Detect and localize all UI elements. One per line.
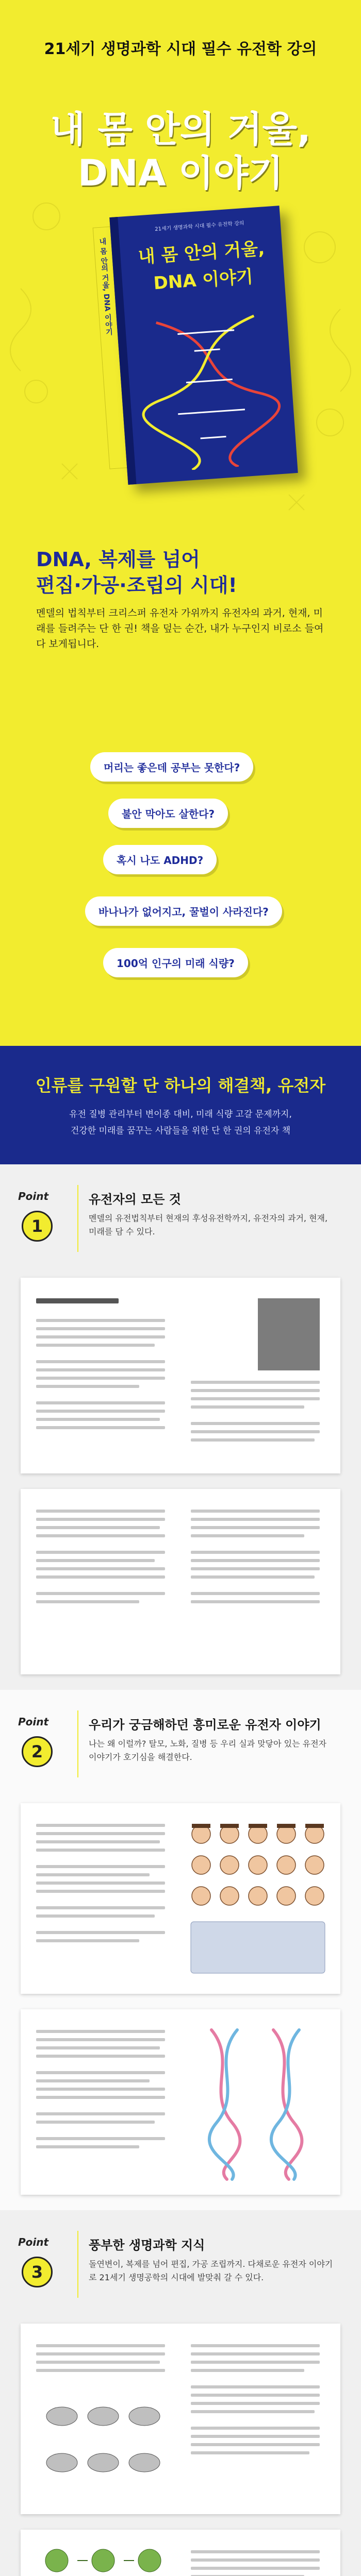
solution-banner (0, 1046, 361, 1164)
hero-title-line1: 내 몸 안의 거울, (50, 108, 311, 150)
book-cover (109, 206, 298, 485)
hero-headline-line2: 편집·가공·조립의 시대! (36, 574, 237, 597)
hero-title-line2: DNA 이야기 (77, 152, 284, 194)
hero-section (0, 0, 361, 747)
portrait-photo (258, 1298, 320, 1370)
book-title-line2: DNA 이야기 (153, 266, 254, 294)
point-section-1 (0, 1164, 361, 1690)
point-label: Point (18, 1190, 49, 1202)
plant-illustration (31, 2540, 175, 2576)
point-number-badge: 2 (22, 1736, 53, 1767)
point-number-badge: 1 (22, 1211, 53, 1242)
book-cover-header (118, 206, 286, 319)
point-section-3 (0, 2210, 361, 2576)
book-spread-image (21, 1803, 340, 1994)
chromosome-illustration (196, 2020, 325, 2184)
book-topline: 21세기 생명과학 시대 필수 유전학 강의 (154, 220, 244, 233)
hero-headline-line1: DNA, 복제를 넘어 (36, 548, 200, 571)
question-card: 불안 막아도 살한다? (108, 799, 228, 828)
banner-line1: 유전 질병 관리부터 변이종 대비, 미래 식량 고갈 문제까지, (69, 1109, 292, 1120)
point-divider (77, 2231, 78, 2298)
point-description: 나는 왜 이럴까? 탈모, 노화, 질병 등 우리 실과 맞닿아 있는 유전자 이야기가 호기심을 해결한다. (89, 1739, 327, 1762)
point-divider (77, 1710, 78, 1777)
book-spread-image (21, 1278, 340, 1473)
mouse-illustration (36, 2385, 170, 2499)
point-description: 돌연변이, 복제를 넘어 편집, 가공 조립까지. 다채로운 유전자 이야기로 21세기 생명공학의 시대에 발맞춰 갈 수 있다. (89, 2259, 333, 2282)
question-card: 100억 인구의 미래 식량? (103, 948, 248, 977)
question-card: 머리는 좋은데 공부는 못한다? (90, 752, 253, 782)
hero-body-text: 멘델의 법칙부터 크리스퍼 유전자 가위까지 유전자의 과거, 현재, 미래를 들려주는 단 한 권! 책을 덮는 순간, 내가 누구인지 비로소 들여다 보게됩니다. (36, 607, 324, 650)
point-number-badge: 3 (22, 2257, 53, 2287)
book-title-line1: 내 몸 안의 거울, (137, 238, 266, 268)
book-spread-image (21, 2530, 340, 2576)
point-section-2 (0, 1690, 361, 2210)
book-spine-title: 내 몸 안의 거울, DNA 이야기 (98, 238, 113, 336)
book-spread-image (21, 1489, 340, 1674)
question-card: 바나나가 없어지고, 꿀벌이 사라진다? (85, 896, 282, 926)
questions-section (0, 747, 361, 1046)
point-title: 유전자의 모든 것 (89, 1192, 181, 1207)
point-description: 멘델의 유전법칙부터 현재의 후성유전학까지, 유전자의 과거, 현재, 미래를 담 수 있다. (89, 1213, 328, 1236)
book-spread-image (21, 2009, 340, 2195)
hero-subtitle: 21세기 생명과학 시대 필수 유전학 강의 (44, 40, 317, 58)
book-spread-image (21, 2324, 340, 2514)
face-grid-illustration (186, 1819, 330, 1978)
banner-line2: 건강한 미래를 꿈꾸는 사람들을 위한 단 한 권의 유전자 책 (70, 1126, 291, 1136)
point-title: 풍부한 생명과학 지식 (89, 2238, 205, 2252)
point-label: Point (18, 1716, 49, 1728)
point-label: Point (18, 2236, 49, 2248)
dna-helix-illustration (125, 309, 297, 474)
banner-title: 인류를 구원할 단 하나의 해결책, 유전자 (35, 1076, 326, 1095)
hero-header (0, 0, 361, 194)
question-card: 혹시 나도 ADHD? (103, 845, 217, 874)
point-title: 우리가 궁금해하던 흥미로운 유전자 이야기 (89, 1718, 321, 1732)
point-divider (77, 1185, 78, 1252)
